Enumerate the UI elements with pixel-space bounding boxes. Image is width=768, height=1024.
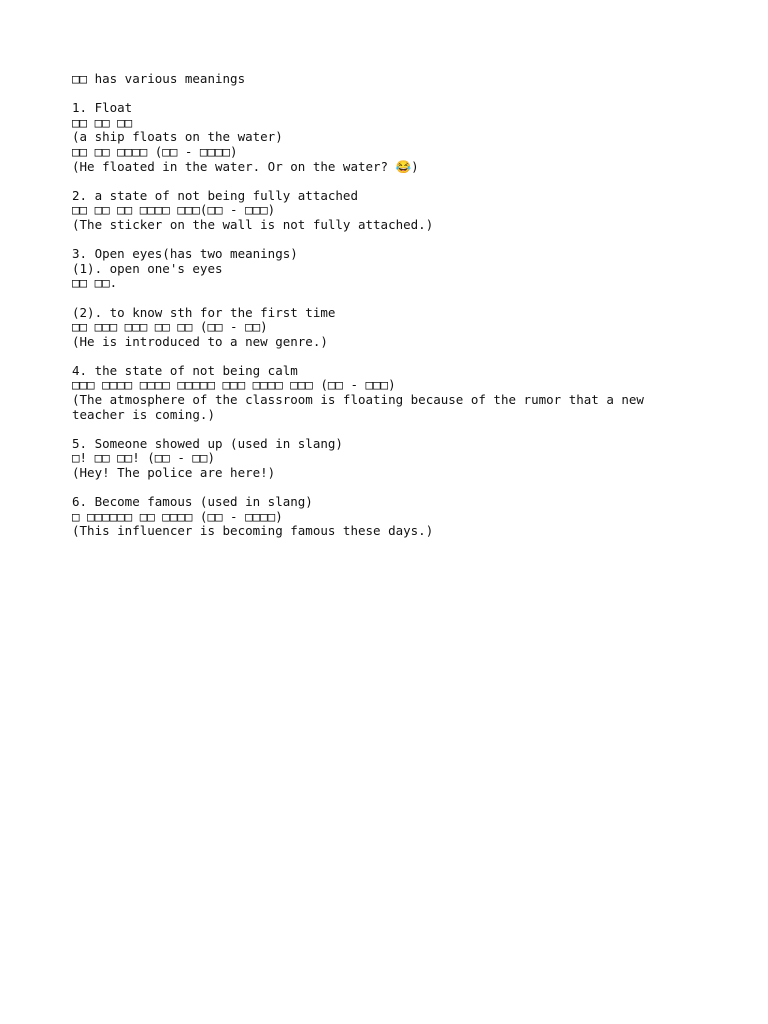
- korean-example: □□ □□ □□ □□□□ □□□(□□ - □□□): [72, 202, 276, 218]
- section-open-eyes: [72, 247, 672, 291]
- english-translation: (He is introduced to a new genre.): [72, 333, 328, 349]
- section-heading: 5. Someone showed up (used in slang): [72, 435, 343, 451]
- section-spacer: [72, 291, 672, 306]
- korean-example: □□ □□ □□: [72, 114, 133, 130]
- english-translation: (Hey! The police are here!): [72, 465, 276, 481]
- section-become-famous: [72, 495, 672, 539]
- english-translation: (The atmosphere of the classroom is floating because of the rumor that a new teacher is coming.): [72, 392, 652, 422]
- korean-example: □□ □□□ □□□ □□ □□ (□□ - □□): [72, 319, 268, 335]
- section-spacer: [72, 233, 672, 248]
- section-not-calm: [72, 364, 672, 422]
- section-heading: 6. Become famous (used in slang): [72, 494, 313, 510]
- english-translation: (This influencer is becoming famous these days.): [72, 523, 434, 539]
- korean-example: □! □□ □□! (□□ - □□): [72, 450, 215, 466]
- english-translation: (The sticker on the wall is not fully attached.): [72, 216, 434, 232]
- section-spacer: [72, 349, 672, 364]
- section-spacer: [72, 87, 672, 102]
- korean-example: □ □□□□□□ □□ □□□□ (□□ - □□□□): [72, 508, 283, 524]
- section-first-time: [72, 306, 672, 350]
- korean-example: □□□ □□□□ □□□□ □□□□□ □□□ □□□□ □□□ (□□ - □□□): [72, 377, 396, 393]
- section-heading: 1. Float: [72, 100, 133, 116]
- korean-example: □□ □□.: [72, 275, 118, 291]
- section-spacer: [72, 174, 672, 189]
- english-translation: (a ship floats on the water): [72, 129, 283, 145]
- document-title-line: □□ has various meanings: [72, 71, 246, 86]
- document-page: [72, 72, 672, 539]
- section-heading: 2. a state of not being fully attached: [72, 187, 358, 203]
- section-not-attached: [72, 189, 672, 233]
- section-spacer: [72, 422, 672, 437]
- section-spacer: [72, 481, 672, 496]
- section-float: [72, 101, 672, 174]
- english-translation: (He floated in the water. Or on the water? 😂): [72, 158, 419, 174]
- subsection-heading: (2). to know sth for the first time: [72, 304, 336, 320]
- subsection-heading: (1). open one's eyes: [72, 260, 223, 276]
- korean-example: □□ □□ □□□□ (□□ - □□□□): [72, 143, 238, 159]
- section-showed-up: [72, 437, 672, 481]
- section-heading: 3. Open eyes(has two meanings): [72, 246, 298, 262]
- section-heading: 4. the state of not being calm: [72, 362, 298, 378]
